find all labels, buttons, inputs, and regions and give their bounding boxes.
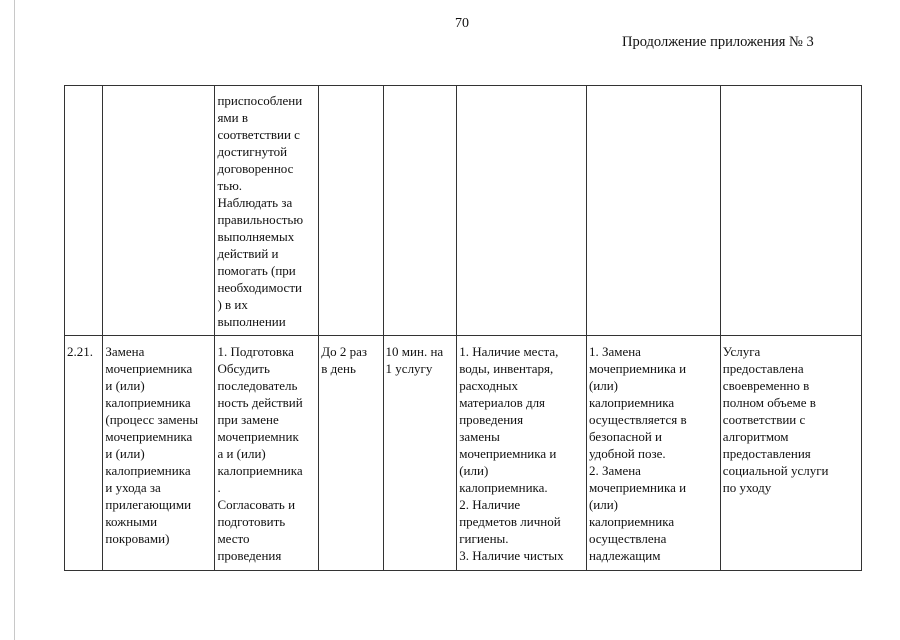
cell-frequency: До 2 раз в день	[319, 336, 383, 571]
appendix-continuation-label: Продолжение приложения № 3	[622, 34, 814, 50]
page-edge-line	[14, 0, 15, 640]
cell-frequency	[319, 86, 383, 336]
cell-time: 10 мин. на 1 услугу	[383, 336, 457, 571]
cell-result: Услуга предоставлена своевременно в полном объеме в соответствии с алгоритмом предоставления социальной услуги по уходу	[720, 336, 861, 571]
cell-quality	[586, 86, 720, 336]
cell-service-name	[103, 86, 215, 336]
cell-quality: 1. Замена мочеприемника и (или) калоприемника осуществляется в безопасной и удобной позе. 2. Замена мочеприемника и (или) калоприемника осуществлена надлежащим	[586, 336, 720, 571]
table-row	[65, 86, 862, 336]
cell-conditions: 1. Наличие места, воды, инвентаря, расходных материалов для проведения замены мочеприемника и (или) калоприемника. 2. Наличие предметов личной гигиены. 3. Наличие чистых	[457, 336, 587, 571]
cell-actions: 1. Подготовка Обсудить последователь ность действий при замене мочеприемник а и (или) калоприемника . Согласовать и подготовить место проведения	[215, 336, 319, 571]
page-number: 70	[455, 16, 469, 31]
cell-number: 2.21.	[65, 336, 103, 571]
services-table	[64, 85, 862, 571]
cell-time	[383, 86, 457, 336]
cell-result	[720, 86, 861, 336]
cell-number	[65, 86, 103, 336]
cell-conditions	[457, 86, 587, 336]
cell-service-name: Замена мочеприемника и (или) калоприемника (процесс замены мочеприемника и (или) калоприемника и ухода за прилегающими кожными покровами)	[103, 336, 215, 571]
table-row	[65, 336, 862, 571]
cell-actions: приспособлени ями в соответствии с достигнутой договореннос тью. Наблюдать за правильностью выполняемых действий и помогать (при необходимости ) в их выполнении	[215, 86, 319, 336]
